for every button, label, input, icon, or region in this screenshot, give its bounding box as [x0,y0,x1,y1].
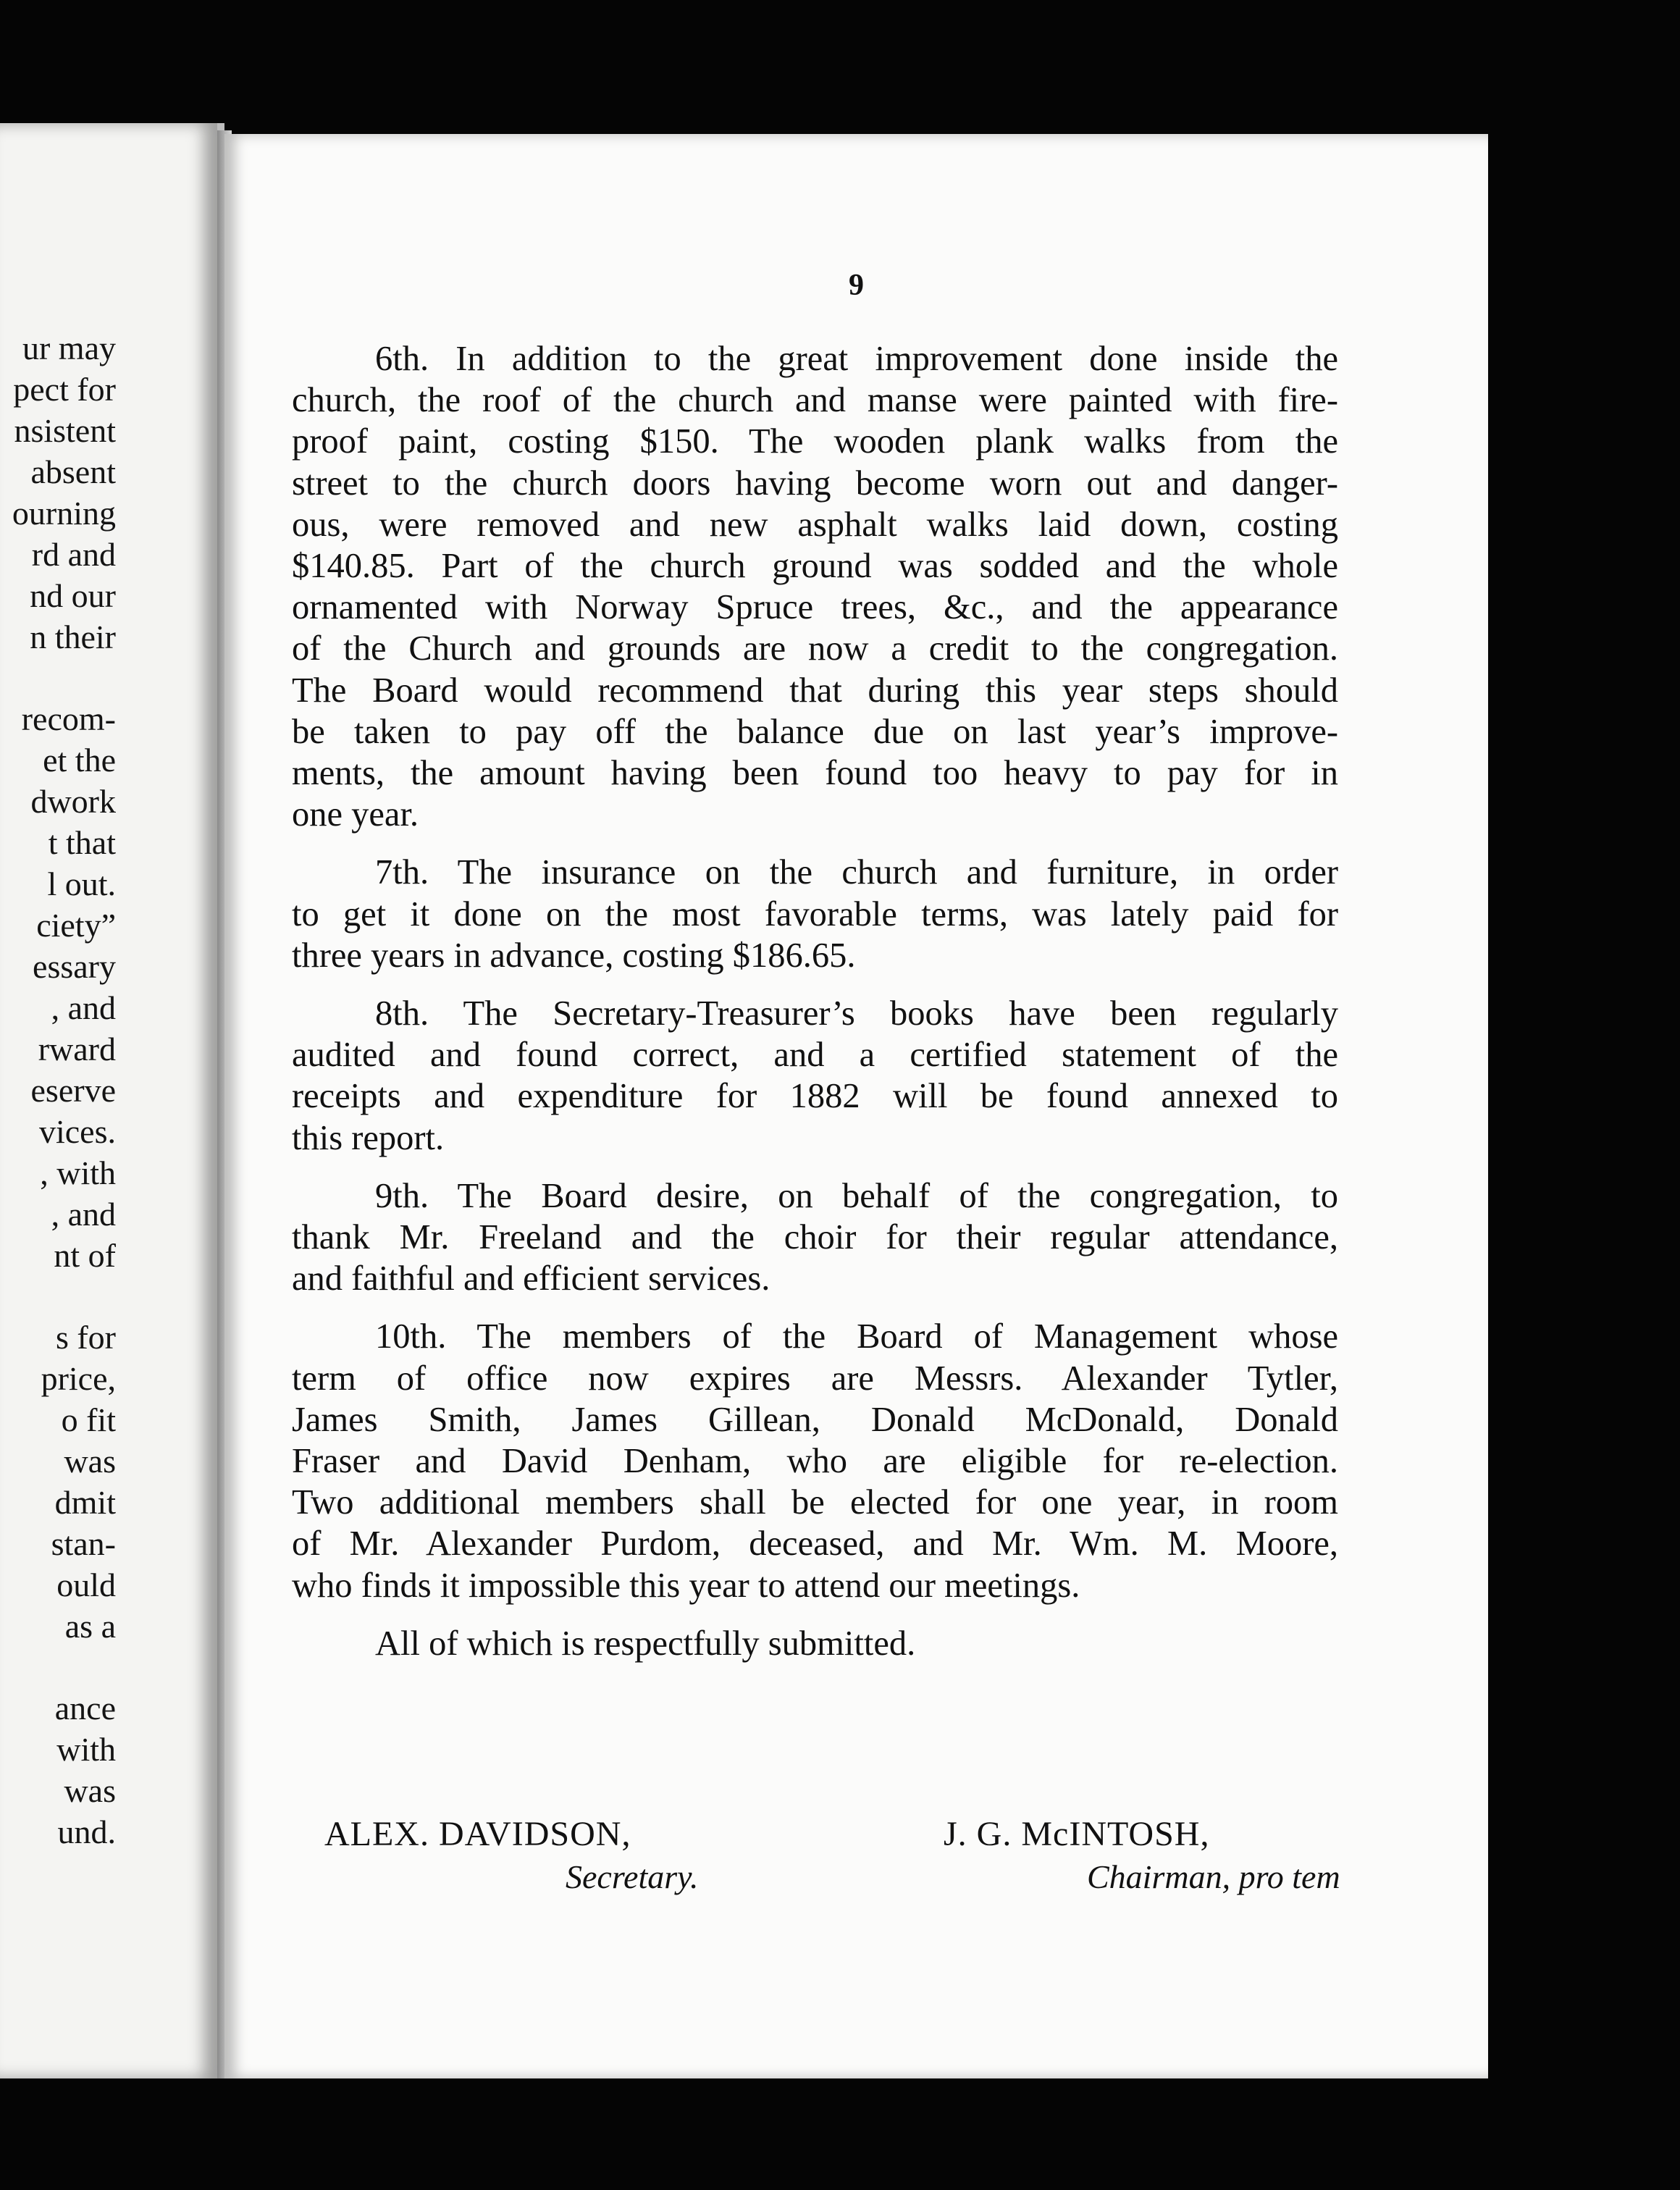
secretary-title: Secretary. [566,1858,699,1895]
facing-page-line: price, [41,1360,116,1397]
text-line: audited and found correct, and a certified statement of the [292,1036,1338,1075]
report-paragraph [292,993,1338,1159]
text-line: ous, were removed and new asphalt walks laid down, costing [292,505,1338,544]
text-line: of Mr. Alexander Purdom, deceased, and Mr. Wm. M. Moore, [292,1524,1338,1564]
facing-page-line: dmit [54,1484,116,1521]
facing-page-line: , and [51,1196,116,1233]
facing-page-line: ur may [22,330,116,366]
page-number: 9 [849,269,864,302]
facing-page-line: was [64,1772,116,1809]
text-line: term of office now expires are Messrs. Alexander Tytler, [292,1359,1338,1398]
facing-page-line: ould [56,1566,116,1603]
facing-page-paragraph [0,327,116,658]
text-line: three years in advance, costing $186.65. [292,936,856,975]
page-right [224,134,1488,2078]
facing-page-line: und. [57,1813,116,1850]
report-body [292,338,1338,1664]
text-line: 8th. The Secretary-Treasurer’s books have been regularly [375,994,1338,1033]
facing-page-line: absent [30,453,116,490]
text-line: this report. [292,1118,445,1157]
text-line: $140.85. Part of the church ground was sodded and the whole [292,547,1338,586]
facing-page-line: rd and [31,536,116,573]
facing-page-line: recom- [21,700,116,737]
facing-page-line: n their [30,618,116,655]
text-line: 7th. The insurance on the church and furniture, in order [375,853,1338,892]
facing-page-paragraph [0,1317,116,1647]
facing-page-line: s for [55,1319,116,1356]
facing-page-line: with [56,1731,116,1768]
facing-page-line: t that [48,824,116,861]
facing-page-line: ciety” [36,907,116,944]
facing-page-line: eserve [30,1072,116,1109]
text-line: 6th. In addition to the great improvement done inside the [375,340,1338,378]
text-line: 9th. The Board desire, on behalf of the congregation, to [375,1176,1338,1215]
facing-page-line: ourning [12,495,116,532]
text-line: and faithful and efficient services. [292,1259,770,1299]
text-line: receipts and expenditure for 1882 will be found annexed to [292,1077,1338,1116]
facing-page-line: l out. [47,865,116,902]
facing-page-line: nsistent [14,412,116,449]
facing-page-line: stan- [51,1525,116,1562]
facing-page-paragraph [0,1687,116,1853]
text-line: Fraser and David Denham, who are eligible for re-election. [292,1442,1338,1481]
text-line: The Board would recommend that during this year steps should [292,671,1338,710]
text-line: James Smith, James Gillean, Donald McDonald, Donald [292,1400,1338,1439]
facing-page-left [0,123,224,2078]
report-paragraph [292,852,1338,976]
facing-page-line: was [64,1443,116,1480]
text-line: street to the church doors having become worn out and danger- [292,463,1338,503]
facing-page-line: essary [33,948,116,985]
text-line: to get it done on the most favorable terms, was lately paid for [292,894,1338,934]
facing-page-line: pect for [13,371,116,408]
signature-block [292,1814,1338,1916]
text-line: Two additional members shall be elected for one year, in room [292,1483,1338,1522]
facing-page-line: o fit [61,1401,116,1438]
chairman-title: Chairman, pro tem [1087,1858,1340,1895]
secretary-name: ALEX. DAVIDSON, [324,1815,631,1853]
text-line: one year. [292,795,419,834]
facing-page-line: , with [40,1154,116,1191]
text-line: ments, the amount having been found too heavy to pay for in [292,754,1338,793]
text-line: who finds it impossible this year to attend our meetings. [292,1566,1080,1605]
facing-page-line: rward [38,1031,116,1067]
facing-page-line: dwork [30,783,116,820]
text-line: church, the roof of the church and manse were painted with fire- [292,381,1338,420]
facing-page-line: , and [51,989,116,1026]
facing-page-line: ance [54,1690,116,1727]
text-line: be taken to pay off the balance due on last year’s improve- [292,712,1338,751]
facing-page-line: as a [64,1608,116,1645]
facing-page-paragraph [0,698,116,1276]
report-paragraph [292,338,1338,835]
text-line: ornamented with Norway Spruce trees, &c., and the appearance [292,588,1338,627]
facing-page-line: et the [43,742,116,779]
text-line: thank Mr. Freeland and the choir for their regular attendance, [292,1218,1338,1257]
facing-page-line: nt of [54,1237,116,1274]
facing-page-line: nd our [30,577,116,614]
report-paragraph [292,1316,1338,1606]
chairman-name: J. G. McINTOSH, [944,1815,1210,1853]
closing-line: All of which is respectfully submitted. [375,1624,916,1663]
text-line: 10th. The members of the Board of Management whose [375,1317,1338,1356]
facing-page-text [0,327,116,1893]
facing-page-line: vices. [38,1113,116,1150]
text-line: of the Church and grounds are now a credit to the congregation. [292,629,1338,668]
text-line: proof paint, costing $150. The wooden plank walks from the [292,422,1338,461]
report-paragraph [292,1175,1338,1300]
